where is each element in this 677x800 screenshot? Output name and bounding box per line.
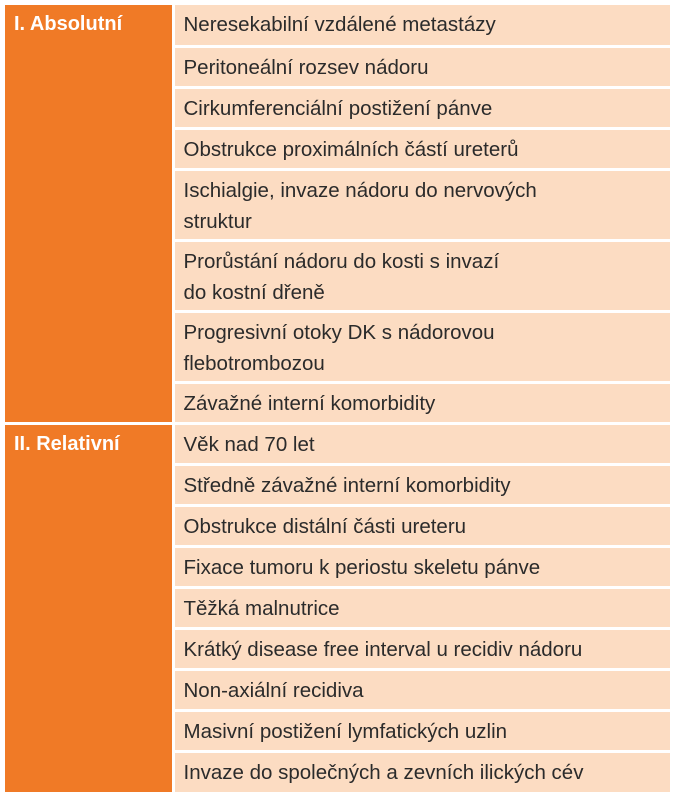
criterion-cell	[173, 311, 670, 382]
criterion-cell	[173, 669, 670, 710]
criterion-cell	[173, 587, 670, 628]
criterion-text-line: Věk nad 70 let	[183, 432, 315, 456]
criterion-cell	[173, 382, 670, 423]
criterion-text-line: Krátký disease free interval u recidiv nádoru	[183, 637, 583, 661]
table-body	[5, 5, 670, 792]
criterion-text-line: Masivní postižení lymfatických uzlin	[183, 719, 508, 743]
criterion-text-line: Obstrukce proximálních částí ureterů	[183, 137, 519, 161]
criterion-text-line: Invaze do společných a zevních ilických cév	[183, 760, 584, 784]
category-label: II. Relativní	[5, 423, 173, 792]
criterion-text-line: Obstrukce distální části ureteru	[183, 514, 467, 538]
criterion-cell	[173, 710, 670, 751]
criterion-text-line: Prorůstání nádoru do kosti s invazí	[183, 249, 500, 273]
criterion-cell	[173, 628, 670, 669]
criterion-text-line: Ischialgie, invaze nádoru do nervových	[183, 178, 537, 202]
criterion-text-line: struktur	[183, 209, 252, 233]
criterion-text-line: Těžká malnutrice	[183, 596, 340, 620]
criterion-text-line: Non-axiální recidiva	[183, 678, 364, 702]
criterion-text-line: Středně závažné interní komorbidity	[183, 473, 511, 497]
criterion-text-line: Progresivní otoky DK s nádorovou	[183, 320, 495, 344]
criterion-cell	[173, 546, 670, 587]
criterion-cell	[173, 46, 670, 87]
criterion-text-line: Neresekabilní vzdálené metastázy	[183, 13, 496, 36]
criterion-cell	[173, 128, 670, 169]
criterion-text-line: Závažné interní komorbidity	[183, 391, 436, 415]
criterion-text-line: Fixace tumoru k periostu skeletu pánve	[183, 555, 541, 579]
criterion-cell	[173, 87, 670, 128]
criterion-cell	[173, 5, 670, 46]
criterion-cell	[173, 505, 670, 546]
criterion-text-line: do kostní dřeně	[183, 280, 325, 304]
criterion-cell	[173, 464, 670, 505]
criterion-cell	[173, 423, 670, 464]
table-row	[5, 5, 670, 46]
criterion-text-line: Cirkumferenciální postižení pánve	[183, 96, 493, 120]
criterion-cell	[173, 751, 670, 792]
criterion-cell	[173, 240, 670, 311]
table-row	[5, 423, 670, 464]
category-label: I. Absolutní	[5, 5, 173, 423]
criterion-text-line: flebotrombozou	[183, 351, 325, 375]
criterion-cell	[173, 169, 670, 240]
criterion-text-line: Peritoneální rozsev nádoru	[183, 55, 429, 79]
contraindications-table	[5, 5, 670, 792]
